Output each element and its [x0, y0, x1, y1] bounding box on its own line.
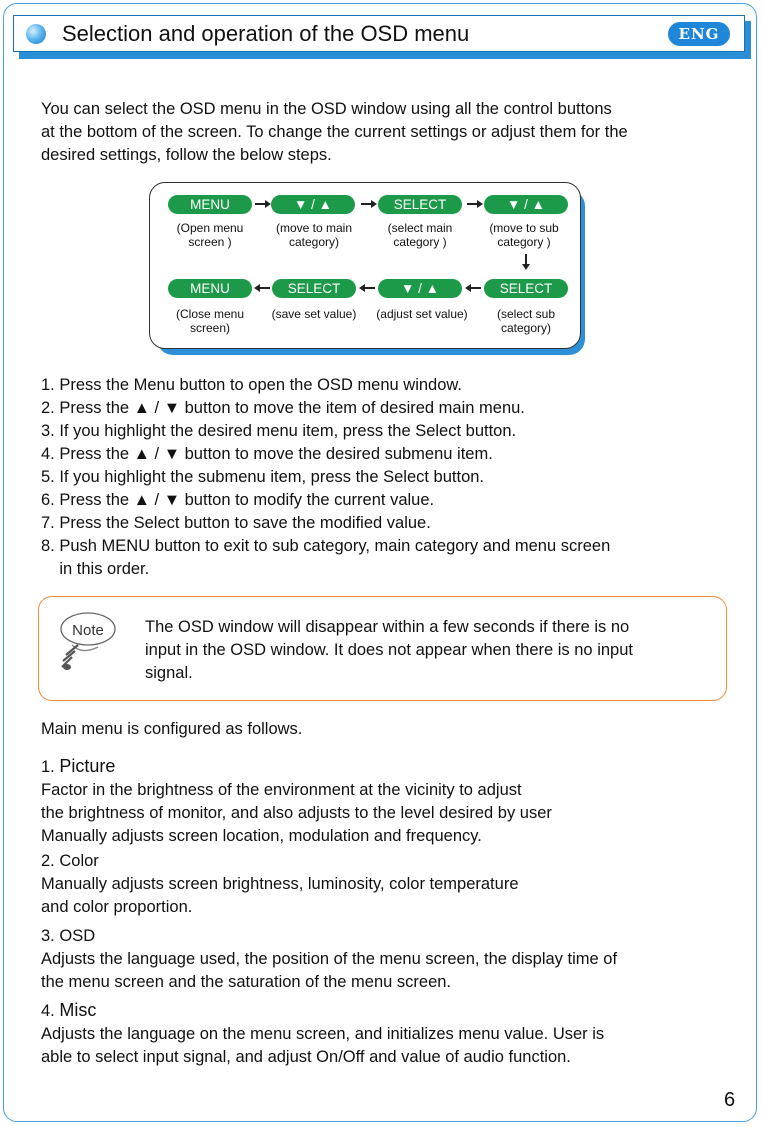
section-color [41, 850, 519, 919]
flow-caption: (move to sub category ) [489, 221, 559, 249]
section-line: the menu screen and the saturation of the menu screen. [41, 973, 452, 991]
section-line: Adjusts the language used, the position of the menu screen, the display time of [41, 950, 618, 968]
section-line: the brightness of monitor, and also adjusts to the level desired by user [41, 804, 552, 822]
section-line: Manually adjusts screen location, modulation and frequency. [41, 827, 482, 845]
arrow-right-icon [361, 200, 375, 208]
section-line: and color proportion. [41, 898, 193, 916]
flow-pill-move-sub: ▼ / ▲ [484, 195, 568, 214]
arrow-down-icon [522, 254, 530, 270]
flow-caption: (move to main category) [275, 221, 353, 249]
intro-paragraph [41, 98, 628, 167]
section-misc [41, 999, 604, 1069]
note-line: input in the OSD window. It does not appear when there is no input [145, 641, 633, 659]
flow-pill-adjust: ▼ / ▲ [378, 279, 462, 298]
steps-list [41, 374, 610, 581]
flow-caption: (Open menu screen ) [176, 221, 244, 249]
page-title: Selection and operation of the OSD menu [62, 21, 470, 46]
section-osd [41, 925, 617, 994]
section-heading: 4. Misc [41, 1000, 97, 1020]
intro-line: at the bottom of the screen. To change the current settings or adjust them for the [41, 123, 628, 141]
flow-pill-select-main: SELECT [378, 195, 462, 214]
bullet-dot-icon [26, 24, 46, 44]
arrow-left-icon [467, 284, 481, 292]
page-number: 6 [724, 1089, 736, 1111]
flow-pill-menu-close: MENU [168, 279, 252, 298]
step-item: 1. Press the Menu button to open the OSD menu window. [41, 376, 462, 394]
section-heading: 1. Picture [41, 756, 116, 776]
note-icon-label: Note [72, 622, 104, 639]
note-line: The OSD window will disappear within a few seconds if there is no [145, 618, 630, 636]
section-line: Adjusts the language on the menu screen, and initializes menu value. User is [41, 1025, 605, 1043]
flow-caption: (select main category ) [387, 221, 453, 249]
intro-line: You can select the OSD menu in the OSD window using all the control buttons [41, 100, 612, 118]
step-item: 6. Press the ▲ / ▼ button to modify the current value. [41, 491, 435, 509]
note-line: signal. [145, 664, 193, 682]
page-header [13, 15, 745, 52]
flow-pill-menu-open: MENU [168, 195, 252, 214]
flow-caption: (select sub category) [496, 307, 556, 335]
menu-intro: Main menu is configured as follows. [41, 720, 303, 738]
intro-line: desired settings, follow the below steps. [41, 146, 332, 164]
section-line: able to select input signal, and adjust On/Off and value of audio function. [41, 1048, 571, 1066]
language-badge: ENG [668, 22, 730, 46]
note-bulb-icon [58, 611, 118, 673]
flow-pill-select-sub: SELECT [484, 279, 568, 298]
step-item: 3. If you highlight the desired menu item, press the Select button. [41, 422, 517, 440]
arrow-left-icon [256, 284, 270, 292]
arrow-right-icon [255, 200, 269, 208]
step-item: in this order. [41, 560, 150, 578]
flow-caption: (adjust set value) [376, 307, 468, 321]
flow-caption: (Close menu screen) [175, 307, 245, 335]
arrow-left-icon [361, 284, 375, 292]
section-heading: 3. OSD [41, 927, 96, 945]
step-item: 4. Press the ▲ / ▼ button to move the desired submenu item. [41, 445, 493, 463]
step-item: 7. Press the Select button to save the modified value. [41, 514, 431, 532]
arrow-right-icon [467, 200, 481, 208]
flow-caption: (save set value) [271, 307, 357, 321]
section-line: Manually adjusts screen brightness, luminosity, color temperature [41, 875, 519, 893]
flow-pill-select-save: SELECT [272, 279, 356, 298]
section-picture [41, 755, 552, 848]
note-text [145, 616, 633, 685]
flow-pill-move-main: ▼ / ▲ [271, 195, 355, 214]
section-line: Factor in the brightness of the environment at the vicinity to adjust [41, 781, 522, 799]
section-heading: 2. Color [41, 852, 99, 870]
step-item: 2. Press the ▲ / ▼ button to move the item of desired main menu. [41, 399, 525, 417]
step-item: 8. Push MENU button to exit to sub category, main category and menu screen [41, 537, 611, 555]
step-item: 5. If you highlight the submenu item, press the Select button. [41, 468, 485, 486]
